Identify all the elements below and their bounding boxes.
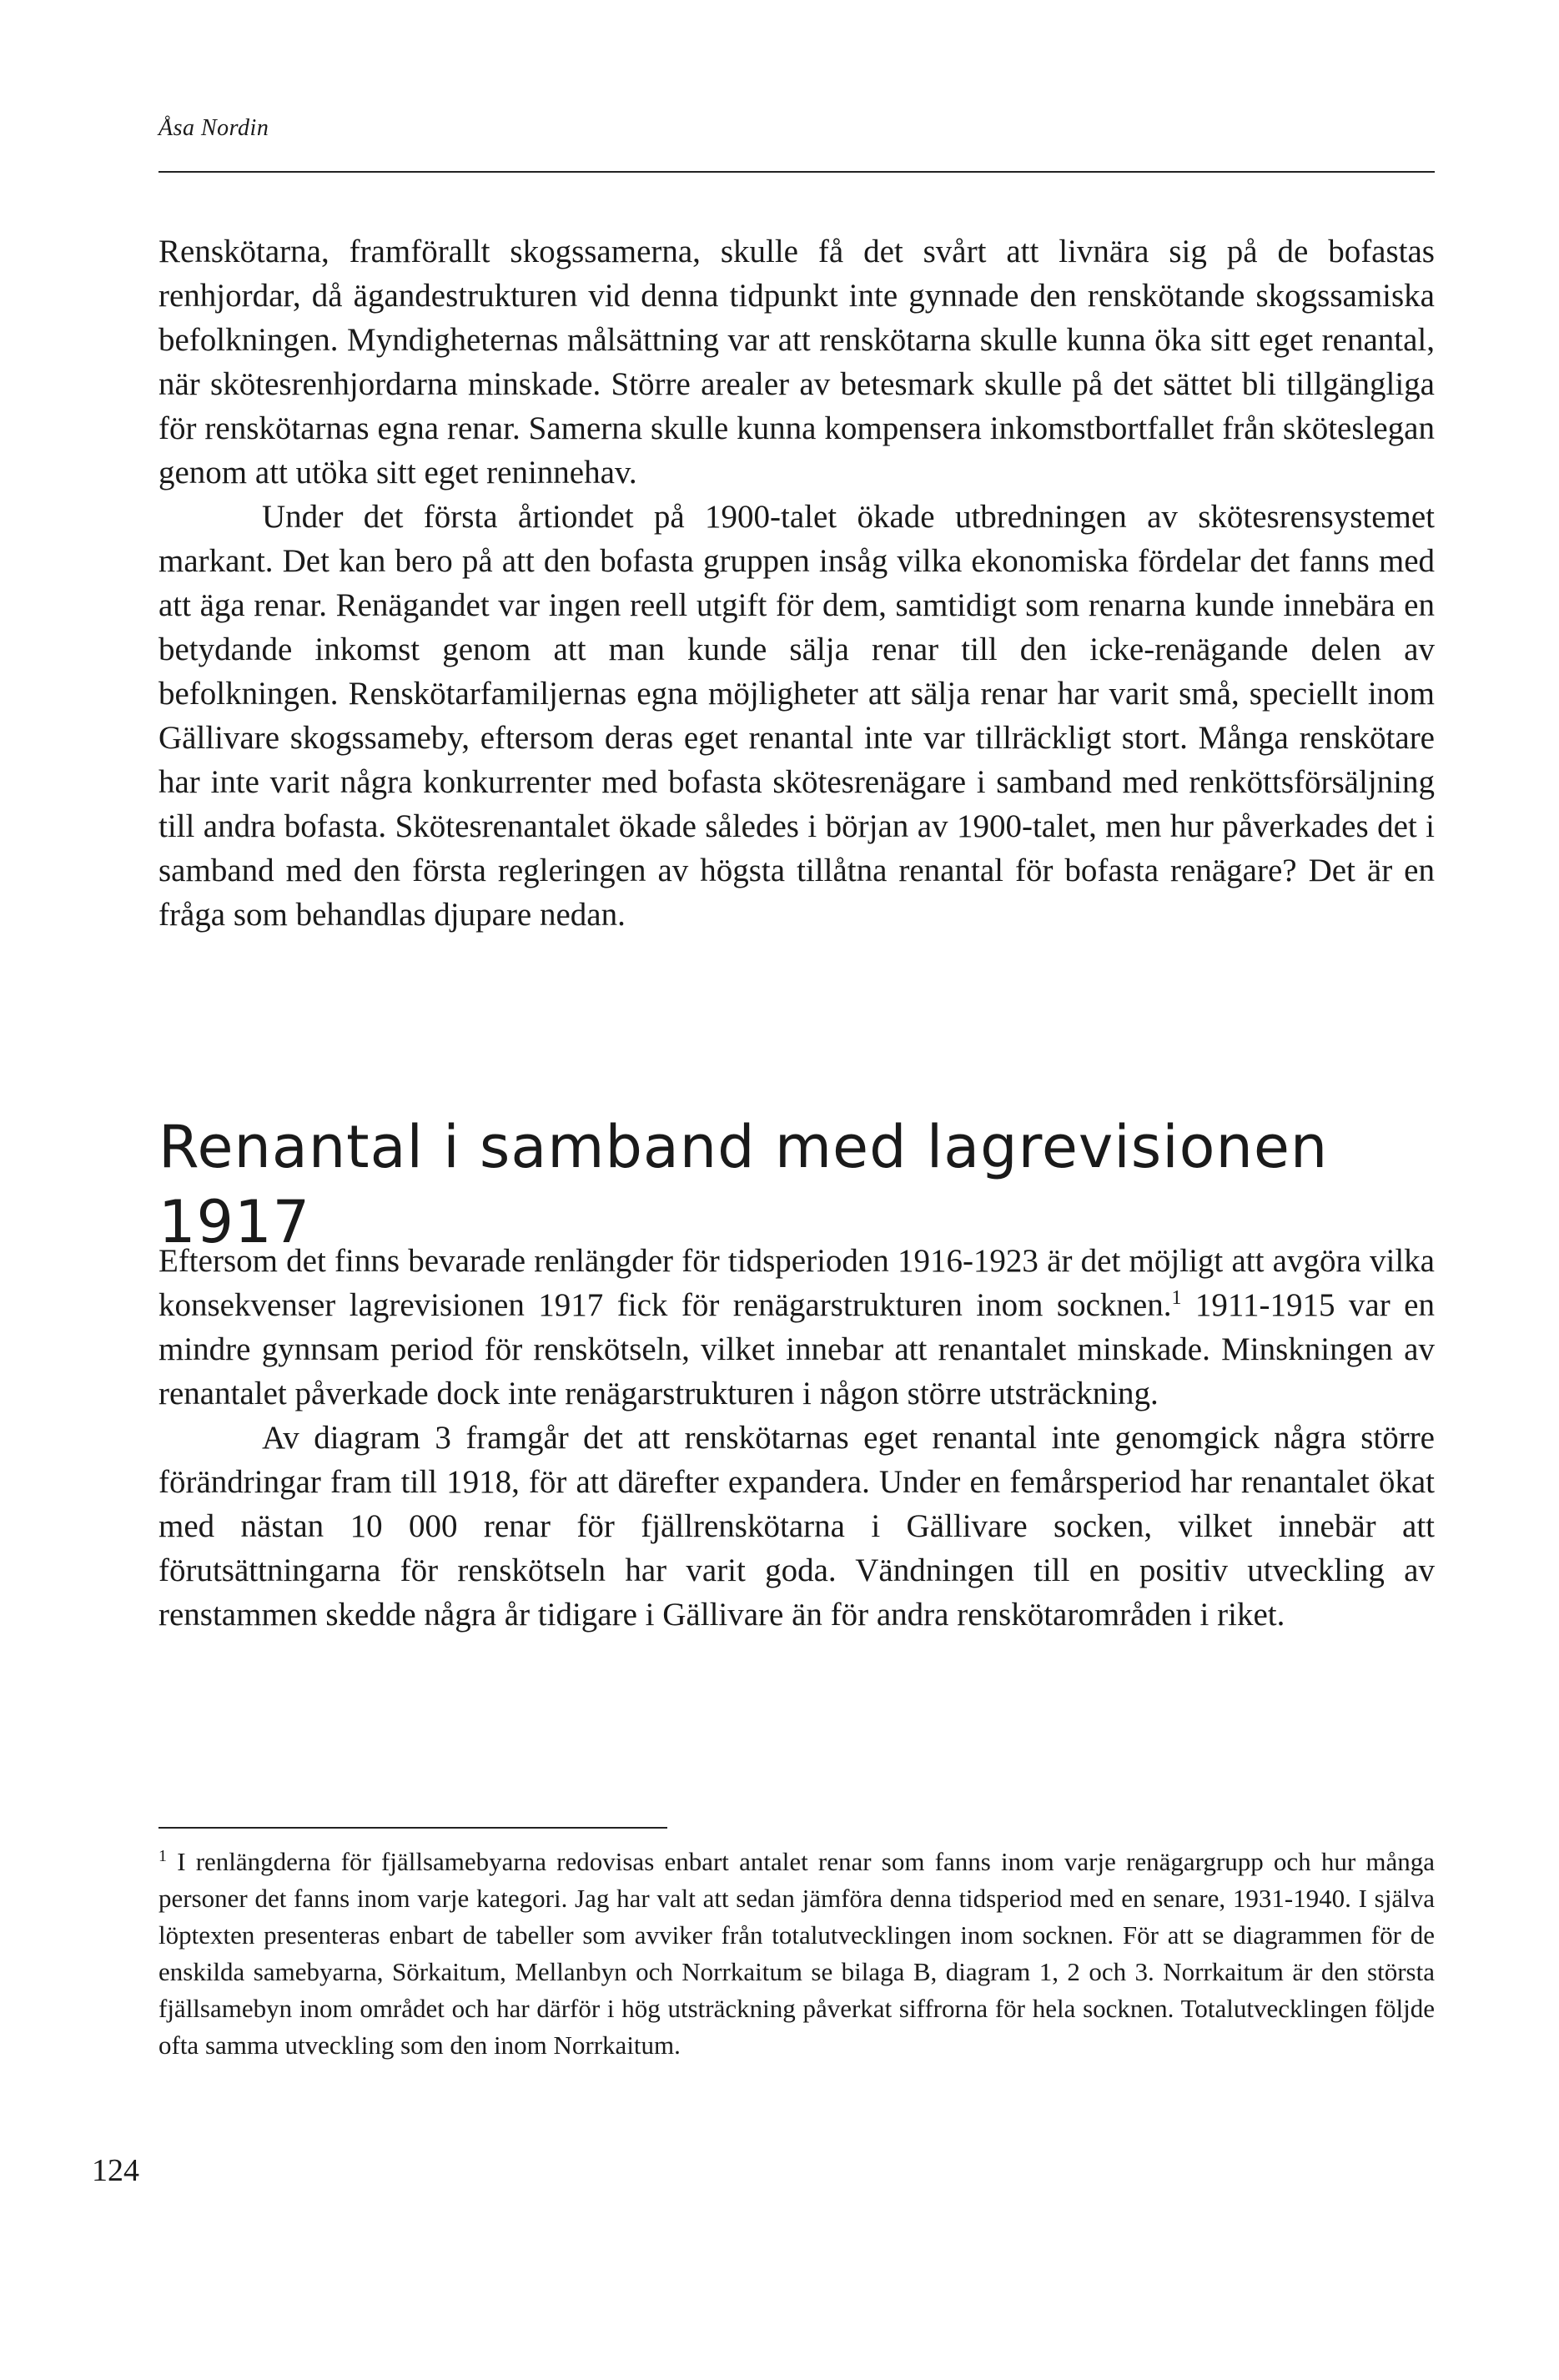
body-text-after-heading (158, 1239, 1435, 1637)
footnote (158, 1844, 1435, 2064)
page-number: 124 (92, 2153, 139, 2188)
footnote-reference: 1 (1171, 1287, 1182, 1309)
section-heading: Renantal i samband med lagrevisionen 1917 (158, 1113, 1329, 1256)
header-rule (158, 171, 1435, 173)
paragraph (158, 1239, 1435, 1416)
footnote-text: I renlängderna för fjällsamebyarna redovisas enbart antalet renar som fanns inom varje renägargrupp och hur många personer det fanns inom varje kategori. Jag har valt att sedan jämföra denna tidsperiod med en senare, 1931-1940. I själva löptexten presenteras enbart de tabeller som avviker från totalutvecklingen inom socknen. För att se diagrammen för de enskilda samebyarna, Sörkaitum, Mellanbyn och Norrkaitum se bilaga B, diagram 1, 2 och 3. Norrkaitum är den största fjällsamebyn inom området och har därför i hög utsträckning påverkat siffrorna för hela socknen. Totalutvecklingen följde ofta samma utveckling som den inom Norrkaitum. (158, 1847, 1435, 2060)
paragraph: Renskötarna, framförallt skogssamerna, skulle få det svårt att livnära sig på de bofastas renhjordar, då ägandestrukturen vid denna tidpunkt inte gynnade den renskötande skogssamiska befolkningen. Myndigheternas målsättning var att renskötarna skulle kunna öka sitt eget renantal, när skötesrenhjordarna minskade. Större arealer av betesmark skulle på det sättet bli tillgängliga för renskötarnas egna renar. Samerna skulle kunna kompensera inkomstbortfallet från sköteslegan genom att utöka sitt eget reninnehav. (158, 234, 1435, 491)
paragraph: Av diagram 3 framgår det att renskötarnas eget renantal inte genomgick några större förändringar fram till 1918, för att därefter expandera. Under en femårsperiod har renantalet ökat med nästan 10 000 renar för fjällrenskötarna i Gällivare socken, vilket innebär att förutsättningarna för renskötseln har varit goda. Vändningen till en positiv utveckling av renstammen skedde några år tidigare i Gällivare än för andra renskötarområden i riket. (158, 1420, 1435, 1633)
footnote-marker: 1 (158, 1847, 167, 1865)
running-head-author: Åsa Nordin (158, 115, 269, 141)
paragraph-text: 1911-1915 var en mindre gynnsam period för renskötseln, vilket innebar att renantalet minskade. Minskningen av renantalet påverkade dock inte renägarstrukturen i någon större utsträckning. (158, 1287, 1435, 1411)
paragraph-text: Eftersom det finns bevarade renlängder för tidsperioden 1916-1923 är det möjligt att avgöra vilka konsekvenser lagrevisionen 1917 fick för renägarstrukturen inom socknen. (158, 1243, 1435, 1323)
body-text-before-heading (158, 229, 1435, 937)
footnote-rule (158, 1827, 667, 1829)
paragraph: Under det första årtiondet på 1900-talet ökade utbredningen av skötesrensystemet markant. Det kan bero på att den bofasta gruppen insåg vilka ekonomiska fördelar det fanns med att äga renar. Renägandet var ingen reell utgift för dem, samtidigt som renarna kunde innebära en betydande inkomst genom att man kunde sälja renar till den icke-renägande delen av befolkningen. Renskötarfamiljernas egna möjligheter att sälja renar har varit små, speciellt inom Gällivare skogssameby, eftersom deras eget renantal inte var tillräckligt stort. Många renskötare har inte varit några konkurrenter med bofasta skötesrenägare i samband med renköttsförsäljning till andra bofasta. Skötesrenantalet ökade således i början av 1900-talet, men hur påverkades det i samband med den första regleringen av högsta tillåtna renantal för bofasta renägare? Det är en fråga som behandlas djupare nedan. (158, 499, 1435, 933)
